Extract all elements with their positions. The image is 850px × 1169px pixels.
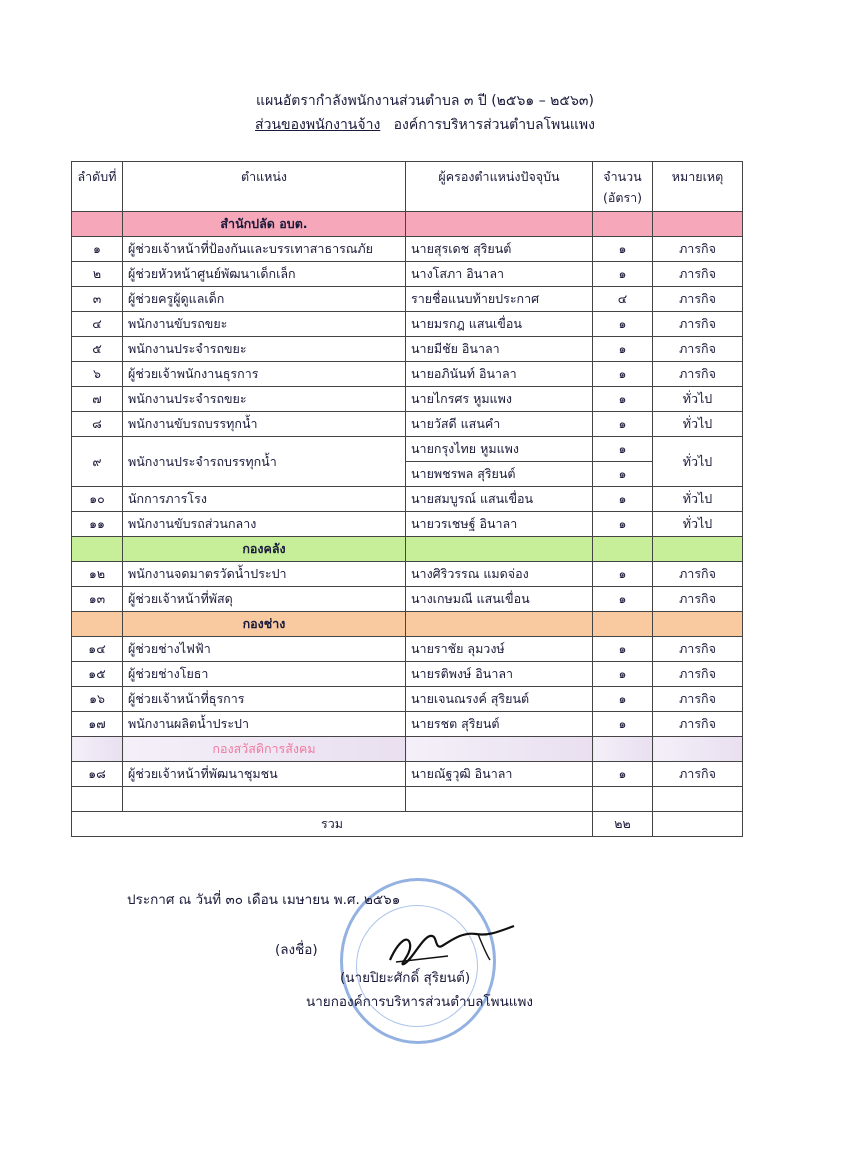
- table-cell: ๑๘: [72, 762, 123, 787]
- table-cell: ผู้ช่วยเจ้าหน้าที่ธุรการ: [123, 687, 406, 712]
- table-cell: พนักงานผลิตน้ำประปา: [123, 712, 406, 737]
- table-cell: ๑๒: [72, 562, 123, 587]
- table-cell: [406, 737, 593, 762]
- table-cell: [406, 212, 593, 237]
- table-row: [72, 637, 743, 662]
- table-cell: ๑: [593, 237, 653, 262]
- table-cell: [72, 787, 123, 812]
- table-cell: ภารกิจ: [653, 562, 743, 587]
- table-row-empty: [72, 787, 743, 812]
- table-cell: ทั่วไป: [653, 487, 743, 512]
- table-cell: พนักงานขับรถขยะ: [123, 312, 406, 337]
- table-cell: ๑: [593, 637, 653, 662]
- table-cell: ภารกิจ: [653, 237, 743, 262]
- document-title: แผนอัตรากำลังพนักงานส่วนตำบล ๓ ปี (๒๕๖๑ – ๒๕๖๓): [256, 93, 594, 109]
- table-cell: ผู้ช่วยช่างไฟฟ้า: [123, 637, 406, 662]
- table-cell: [72, 737, 123, 762]
- table-cell: ภารกิจ: [653, 287, 743, 312]
- table-cell: ผู้ช่วยเจ้าพนักงานธุรการ: [123, 362, 406, 387]
- table-cell: พนักงานขับรถส่วนกลาง: [123, 512, 406, 537]
- table-cell: ๑: [593, 562, 653, 587]
- table-row: [72, 287, 743, 312]
- staff-table: [71, 161, 743, 837]
- table-header-row: [72, 162, 743, 212]
- table-cell: นักการภารโรง: [123, 487, 406, 512]
- table-cell: [593, 212, 653, 237]
- table-cell: ๑: [593, 712, 653, 737]
- table-row: [72, 687, 743, 712]
- table-cell: [593, 537, 653, 562]
- table-cell: ๕: [72, 337, 123, 362]
- table-cell: นายวัสดี แสนคำ: [406, 412, 593, 437]
- table-row: [72, 337, 743, 362]
- table-cell: ผู้ช่วยครูผู้ดูแลเด็ก: [123, 287, 406, 312]
- table-cell: ภารกิจ: [653, 762, 743, 787]
- table-cell: นายอภินันท์ อินาลา: [406, 362, 593, 387]
- table-cell: นายรติพงษ์ อินาลา: [406, 662, 593, 687]
- table-cell: ๑: [593, 262, 653, 287]
- table-cell: ๑: [593, 312, 653, 337]
- table-cell: พนักงานจดมาตรวัดน้ำประปา: [123, 562, 406, 587]
- total-row: [72, 812, 743, 837]
- header-holder: ผู้ครองตำแหน่งปัจจุบัน: [406, 162, 593, 212]
- table-row: [72, 762, 743, 787]
- table-cell: [653, 787, 743, 812]
- total-value: ๒๒: [593, 812, 653, 837]
- table-cell: นายรชต สุริยนต์: [406, 712, 593, 737]
- table-cell: [653, 812, 743, 837]
- table-cell: ๑: [593, 362, 653, 387]
- table-cell: ๖: [72, 362, 123, 387]
- table-cell: ๑: [593, 687, 653, 712]
- table-cell: ๑: [593, 512, 653, 537]
- table-cell: [593, 612, 653, 637]
- table-cell: นายสมบูรณ์ แสนเขื่อน: [406, 487, 593, 512]
- table-cell: [593, 787, 653, 812]
- announcement-date: ประกาศ ณ วันที่ ๓๐ เดือน เมษายน พ.ศ. ๒๕๖๑: [127, 892, 401, 908]
- table-cell: [653, 612, 743, 637]
- table-row: [72, 512, 743, 537]
- table-cell: ทั่วไป: [653, 437, 743, 487]
- table-cell: นางเกษมณี แสนเขื่อน: [406, 587, 593, 612]
- table-cell: [72, 612, 123, 637]
- table-cell: ภารกิจ: [653, 662, 743, 687]
- table-cell: ภารกิจ: [653, 362, 743, 387]
- table-cell: พนักงานประจำรถขยะ: [123, 387, 406, 412]
- table-row: [72, 562, 743, 587]
- table-cell: นายไกรศร หูมแพง: [406, 387, 593, 412]
- table-cell: นายวรเชษฐ์ อินาลา: [406, 512, 593, 537]
- table-cell: ทั่วไป: [653, 412, 743, 437]
- table-cell: ผู้ช่วยเจ้าหน้าที่พัฒนาชุมชน: [123, 762, 406, 787]
- table-row: [72, 362, 743, 387]
- table-cell: ผู้ช่วยหัวหน้าศูนย์พัฒนาเด็กเล็ก: [123, 262, 406, 287]
- table-cell: [72, 537, 123, 562]
- signatory-name: (นายปิยะศักดิ์ สุริยนต์): [340, 970, 471, 986]
- table-cell: ๑: [593, 487, 653, 512]
- section-name: กองสวัสดิการสังคม: [123, 737, 406, 762]
- table-cell: นายพชรพล สุริยนต์: [406, 462, 593, 487]
- table-cell: ภารกิจ: [653, 337, 743, 362]
- table-cell: ภารกิจ: [653, 712, 743, 737]
- table-cell: ภารกิจ: [653, 687, 743, 712]
- header-position: ตำแหน่ง: [123, 162, 406, 212]
- section-row: [72, 537, 743, 562]
- table-cell: นายณัฐวุฒิ อินาลา: [406, 762, 593, 787]
- table-cell: ๑๑: [72, 512, 123, 537]
- table-row: [72, 437, 743, 462]
- table-cell: [653, 537, 743, 562]
- table-cell: พนักงานประจำรถขยะ: [123, 337, 406, 362]
- table-cell: นายมีชัย อินาลา: [406, 337, 593, 362]
- table-row: [72, 587, 743, 612]
- section-row: [72, 212, 743, 237]
- document-subtitle: [0, 114, 850, 136]
- table-cell: นายสุรเดช สุริยนต์: [406, 237, 593, 262]
- table-cell: ๑: [72, 237, 123, 262]
- table-cell: ๑๔: [72, 637, 123, 662]
- table-cell: นายมรกฎ แสนเขื่อน: [406, 312, 593, 337]
- table-cell: ๑๓: [72, 587, 123, 612]
- table-cell: พนักงานประจำรถบรรทุกน้ำ: [123, 437, 406, 487]
- table-cell: รายชื่อแนบท้ายประกาศ: [406, 287, 593, 312]
- table-row: [72, 262, 743, 287]
- table-cell: ๘: [72, 412, 123, 437]
- table-cell: ผู้ช่วยเจ้าหน้าที่ป้องกันและบรรเทาสาธารณภัย: [123, 237, 406, 262]
- section-row: [72, 612, 743, 637]
- table-row: [72, 412, 743, 437]
- table-cell: ภารกิจ: [653, 637, 743, 662]
- table-cell: ๑๖: [72, 687, 123, 712]
- table-cell: [653, 212, 743, 237]
- table-cell: ๔: [72, 312, 123, 337]
- table-cell: [406, 612, 593, 637]
- table-cell: ภารกิจ: [653, 312, 743, 337]
- section-row: [72, 737, 743, 762]
- table-cell: นางศิริวรรณ แมดจ่อง: [406, 562, 593, 587]
- table-cell: ภารกิจ: [653, 587, 743, 612]
- table-cell: ๑: [593, 412, 653, 437]
- table-cell: [653, 737, 743, 762]
- table-cell: ภารกิจ: [653, 262, 743, 287]
- table-cell: [593, 737, 653, 762]
- section-name: สำนักปลัด อบต.: [123, 212, 406, 237]
- table-cell: ๑: [593, 462, 653, 487]
- table-cell: ผู้ช่วยช่างโยธา: [123, 662, 406, 687]
- signatory-position: นายกองค์การบริหารส่วนตำบลโพนแพง: [306, 994, 533, 1010]
- table-cell: นายกรุงไทย หูมแพง: [406, 437, 593, 462]
- table-cell: นายเจนณรงค์ สุริยนต์: [406, 687, 593, 712]
- header-remark: หมายเหตุ: [653, 162, 743, 212]
- subtitle-underlined: ส่วนของพนักงานจ้าง: [255, 117, 381, 133]
- table-cell: ผู้ช่วยเจ้าหน้าที่พัสดุ: [123, 587, 406, 612]
- signature-label: (ลงชื่อ): [275, 942, 318, 958]
- table-cell: ๑๐: [72, 487, 123, 512]
- table-cell: ๑: [593, 437, 653, 462]
- table-cell: ๑: [593, 762, 653, 787]
- table-row: [72, 487, 743, 512]
- table-cell: [123, 787, 406, 812]
- header-order: ลำดับที่: [72, 162, 123, 212]
- table-cell: ๑: [593, 337, 653, 362]
- table-cell: ๒: [72, 262, 123, 287]
- table-cell: ๓: [72, 287, 123, 312]
- table-cell: ๑: [593, 662, 653, 687]
- table-cell: [406, 787, 593, 812]
- table-row: [72, 712, 743, 737]
- header-count: จำนวน (อัตรา): [593, 162, 653, 212]
- section-name: กองช่าง: [123, 612, 406, 637]
- table-cell: ๑: [593, 387, 653, 412]
- table-row: [72, 237, 743, 262]
- table-cell: [72, 212, 123, 237]
- table-cell: [406, 537, 593, 562]
- table-row: [72, 312, 743, 337]
- section-name: กองคลัง: [123, 537, 406, 562]
- table-cell: ๙: [72, 437, 123, 487]
- total-label: รวม: [72, 812, 593, 837]
- table-cell: นายราชัย ลุมวงษ์: [406, 637, 593, 662]
- table-cell: ทั่วไป: [653, 512, 743, 537]
- table-cell: ๗: [72, 387, 123, 412]
- table-cell: ๑๕: [72, 662, 123, 687]
- table-cell: พนักงานขับรถบรรทุกน้ำ: [123, 412, 406, 437]
- table-cell: ๑๗: [72, 712, 123, 737]
- table-cell: ทั่วไป: [653, 387, 743, 412]
- subtitle-org: องค์การบริหารส่วนตำบลโพนแพง: [393, 117, 595, 133]
- table-cell: ๑: [593, 587, 653, 612]
- table-cell: ๔: [593, 287, 653, 312]
- table-cell: นางโสภา อินาลา: [406, 262, 593, 287]
- table-row: [72, 662, 743, 687]
- table-row: [72, 387, 743, 412]
